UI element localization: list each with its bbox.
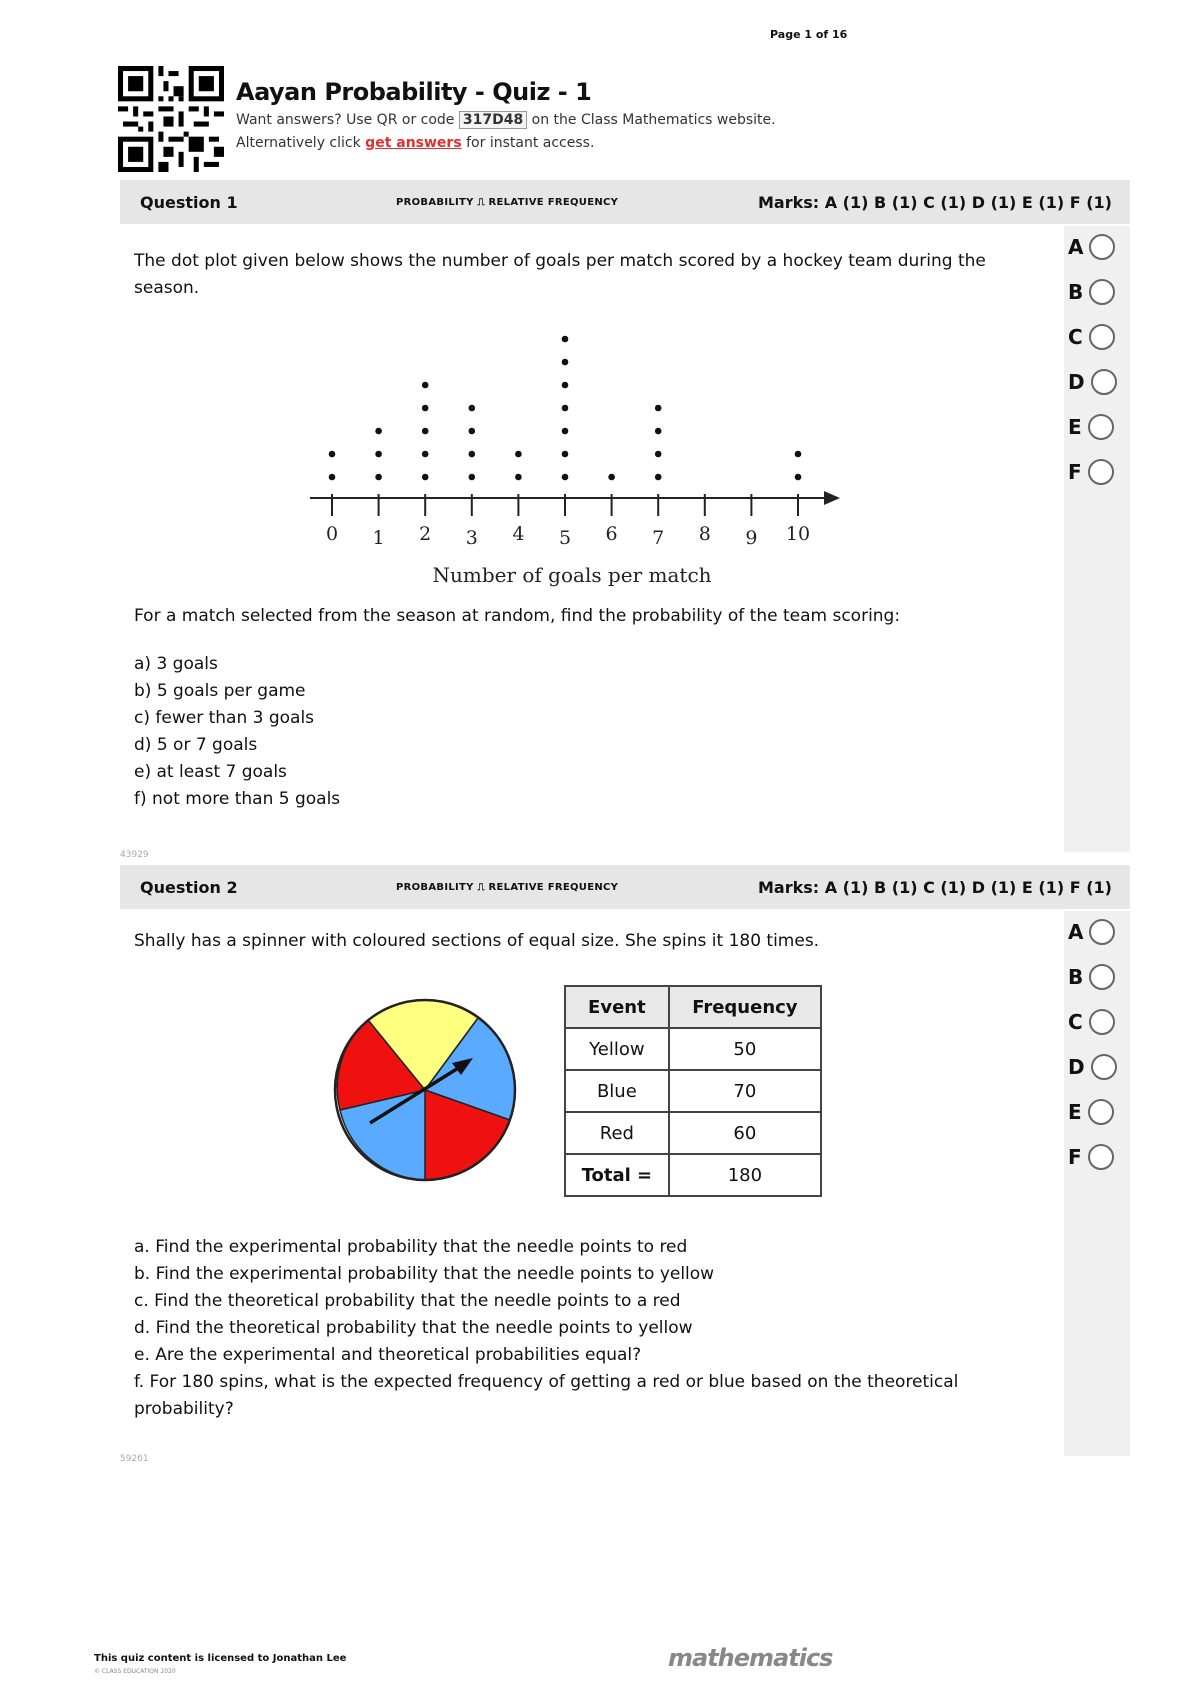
q2-part-d: d. Find the theoretical probability that the needle points to yellow — [134, 1318, 693, 1338]
q2-option-letter: C — [1068, 1010, 1083, 1034]
radio-circle-icon[interactable] — [1089, 324, 1115, 350]
radio-circle-icon[interactable] — [1091, 1054, 1117, 1080]
question-1-topic: PROBABILITY ⎍ RELATIVE FREQUENCY — [396, 197, 619, 208]
radio-circle-icon[interactable] — [1089, 919, 1115, 945]
data-dot — [655, 451, 662, 458]
tick-label: 7 — [652, 527, 665, 549]
license-notice — [94, 1653, 346, 1664]
radio-circle-icon[interactable] — [1089, 279, 1115, 305]
tick-label: 5 — [558, 527, 572, 549]
data-dot — [795, 474, 802, 481]
table-cell: Red — [565, 1112, 669, 1154]
radio-circle-icon[interactable] — [1088, 1144, 1114, 1170]
tick-label: 3 — [465, 527, 478, 549]
data-dot — [562, 428, 569, 435]
q2-option-letter: B — [1068, 965, 1084, 989]
question-2-options — [1064, 911, 1130, 1456]
q2-part-c: c. Find the theoretical probability that the needle points to a red — [134, 1291, 681, 1311]
question-1-options — [1064, 226, 1130, 852]
q1-option-letter: C — [1068, 325, 1083, 349]
table-header: Event — [565, 986, 669, 1028]
answers-hint-pre: Want answers? Use QR or code — [236, 112, 455, 128]
get-answers-link[interactable]: get answers — [365, 135, 462, 151]
data-dot — [469, 474, 476, 481]
data-dot — [422, 451, 429, 458]
data-dot — [422, 428, 429, 435]
radio-circle-icon[interactable] — [1089, 234, 1115, 260]
data-dot — [562, 359, 569, 366]
table-header-row — [565, 986, 821, 1028]
q2-option-letter: E — [1068, 1100, 1082, 1124]
x-axis-label: Number of goals per match — [432, 563, 712, 587]
table-cell: 60 — [669, 1112, 821, 1154]
license-pre: This quiz content is licensed to — [94, 1653, 270, 1664]
data-dot — [562, 382, 569, 389]
quiz-code: 317D48 — [459, 111, 527, 129]
tick-label: 10 — [785, 523, 811, 545]
q2-option-b[interactable] — [1068, 964, 1115, 990]
answers-alt — [236, 135, 594, 151]
q2-option-f[interactable] — [1068, 1144, 1114, 1170]
table-cell: 50 — [669, 1028, 821, 1070]
radio-circle-icon[interactable] — [1088, 414, 1114, 440]
question-1-marks: Marks: A (1) B (1) C (1) D (1) E (1) F (1) — [757, 193, 1112, 212]
data-dot — [422, 405, 429, 412]
data-dot — [515, 474, 522, 481]
q2-part-a: a. Find the experimental probability that the needle points to red — [134, 1237, 688, 1257]
qr-code[interactable] — [118, 66, 224, 172]
data-dot — [469, 428, 476, 435]
q1-option-letter: D — [1068, 370, 1085, 394]
q2-option-letter: A — [1068, 920, 1084, 944]
data-dot — [562, 474, 569, 481]
dot-plot-chart — [300, 316, 860, 596]
table-cell: Yellow — [565, 1028, 669, 1070]
frequency-table — [564, 985, 822, 1197]
q1-option-letter: A — [1068, 235, 1084, 259]
radio-circle-icon[interactable] — [1088, 459, 1114, 485]
q1-part-f: f) not more than 5 goals — [134, 789, 341, 809]
answers-hint — [236, 112, 776, 128]
data-dot — [375, 451, 382, 458]
answers-alt-pre: Alternatively click — [236, 135, 361, 151]
q2-option-letter: D — [1068, 1055, 1085, 1079]
q1-part-b: b) 5 goals per game — [134, 681, 306, 701]
data-dot — [562, 336, 569, 343]
question-1-id: 43929 — [120, 850, 149, 860]
table-cell: Total = — [565, 1154, 669, 1196]
table-row — [565, 1154, 821, 1196]
radio-circle-icon[interactable] — [1089, 1009, 1115, 1035]
question-1-intro: The dot plot given below shows the number of goals per match scored by a hockey team during the season. — [134, 251, 986, 298]
licensee-name: Jonathan Lee — [272, 1653, 347, 1664]
table-header: Frequency — [669, 986, 821, 1028]
q1-option-a[interactable] — [1068, 234, 1115, 260]
q1-option-letter: B — [1068, 280, 1084, 304]
copyright: © CLASS EDUCATION 2020 — [94, 1668, 176, 1675]
q2-part-b: b. Find the experimental probability that the needle points to yellow — [134, 1264, 715, 1284]
q1-option-letter: F — [1068, 460, 1082, 484]
q1-part-c: c) fewer than 3 goals — [134, 708, 315, 728]
table-row — [565, 1070, 821, 1112]
question-2-intro: Shally has a spinner with coloured sections of equal size. She spins it 180 times. — [134, 931, 820, 951]
page-title: Aayan Probability - Quiz - 1 — [236, 78, 592, 106]
answers-hint-post: on the Class Mathematics website. — [531, 112, 776, 128]
data-dot — [655, 405, 662, 412]
q2-part-e: e. Are the experimental and theoretical probabilities equal? — [134, 1345, 642, 1365]
tick-label: 0 — [325, 523, 339, 545]
question-2-label: Question 2 — [140, 878, 238, 897]
class-mathematics-logo: mathematics — [668, 1644, 833, 1672]
q2-option-d[interactable] — [1068, 1054, 1117, 1080]
data-dot — [422, 382, 429, 389]
q1-option-e[interactable] — [1068, 414, 1114, 440]
radio-circle-icon[interactable] — [1088, 1099, 1114, 1125]
axis-arrow-icon — [824, 491, 840, 505]
radio-circle-icon[interactable] — [1091, 369, 1117, 395]
data-dot — [515, 451, 522, 458]
data-dot — [375, 474, 382, 481]
q1-option-b[interactable] — [1068, 279, 1115, 305]
tick-label: 9 — [745, 527, 758, 549]
data-dot — [795, 451, 802, 458]
page-number: Page 1 of 16 — [770, 28, 848, 41]
table-cell: 180 — [669, 1154, 821, 1196]
table-cell: 70 — [669, 1070, 821, 1112]
q1-part-a: a) 3 goals — [134, 654, 218, 674]
tick-label: 1 — [372, 527, 385, 549]
q1-option-d[interactable] — [1068, 369, 1117, 395]
tick-label: 4 — [512, 523, 525, 545]
spinner-image — [330, 995, 520, 1185]
data-dot — [562, 405, 569, 412]
data-dot — [422, 474, 429, 481]
q1-option-c[interactable] — [1068, 324, 1115, 350]
question-1-label: Question 1 — [140, 193, 238, 212]
data-dot — [608, 474, 615, 481]
question-2-topic: PROBABILITY ⎍ RELATIVE FREQUENCY — [396, 882, 619, 893]
question-2-parts — [134, 1234, 1014, 1423]
data-dot — [655, 474, 662, 481]
q2-option-c[interactable] — [1068, 1009, 1115, 1035]
table-row — [565, 1028, 821, 1070]
question-2-header — [120, 865, 1130, 909]
question-1-parts — [134, 651, 1014, 813]
q2-option-e[interactable] — [1068, 1099, 1114, 1125]
question-1-prompt: For a match selected from the season at random, find the probability of the team scoring: — [134, 606, 901, 626]
question-2-id: 59261 — [120, 1454, 149, 1464]
q1-part-e: e) at least 7 goals — [134, 762, 287, 782]
question-2-marks: Marks: A (1) B (1) C (1) D (1) E (1) F (1) — [757, 878, 1112, 897]
q2-option-letter: F — [1068, 1145, 1082, 1169]
table-cell: Blue — [565, 1070, 669, 1112]
table-row — [565, 1112, 821, 1154]
data-dot — [469, 451, 476, 458]
tick-label: 6 — [605, 523, 618, 545]
data-dot — [562, 451, 569, 458]
q2-option-a[interactable] — [1068, 919, 1115, 945]
data-dot — [469, 405, 476, 412]
question-1-header — [120, 180, 1130, 224]
data-dot — [655, 428, 662, 435]
q1-option-letter: E — [1068, 415, 1082, 439]
tick-label: 8 — [698, 523, 711, 545]
data-dot — [329, 451, 336, 458]
data-dot — [329, 474, 336, 481]
q1-part-d: d) 5 or 7 goals — [134, 735, 258, 755]
q2-part-f: f. For 180 spins, what is the expected frequency of getting a red or blue based on the theoretical probability? — [134, 1372, 959, 1419]
radio-circle-icon[interactable] — [1089, 964, 1115, 990]
q1-option-f[interactable] — [1068, 459, 1114, 485]
data-dot — [375, 428, 382, 435]
tick-label: 2 — [419, 523, 432, 545]
answers-alt-post: for instant access. — [466, 135, 595, 151]
